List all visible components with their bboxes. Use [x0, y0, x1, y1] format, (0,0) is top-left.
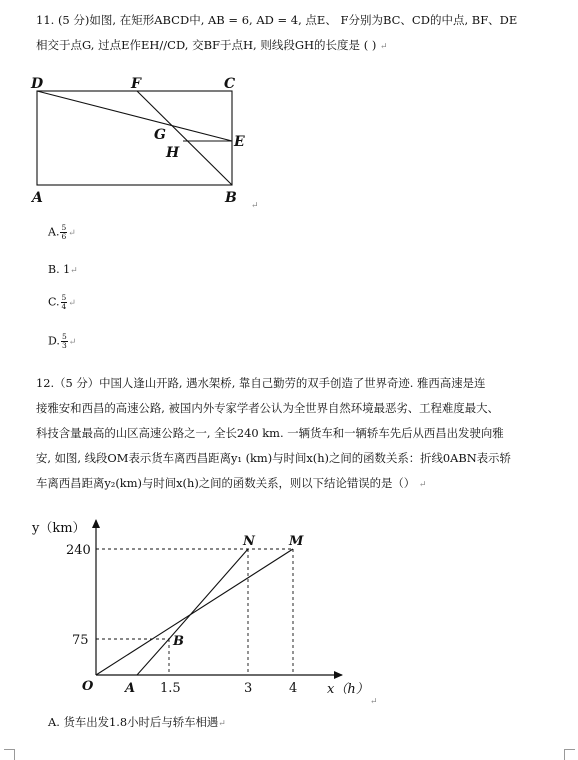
- q11-option-b: B. 1↵: [48, 263, 78, 276]
- label-h: H: [166, 145, 180, 161]
- fraction: $\frac{5}{4}$: [61, 293, 67, 311]
- q11-option-d: D. $\frac{5}{3}$ ↵: [48, 332, 77, 350]
- q11-rectangle-figure: [0, 0, 578, 230]
- polyline-oabn-car: [96, 549, 248, 675]
- rectangle-abcd: [37, 91, 232, 185]
- return-mark: ↵: [370, 697, 378, 707]
- line-om-truck: [96, 549, 293, 675]
- q12-text: [36, 371, 550, 498]
- label-a: A: [32, 190, 43, 206]
- q12-line-5: 车离西昌距离y₂(km)与时间x(h)之间的函数关系，则以下结论错误的是（） ↵: [36, 476, 427, 490]
- x-tick-a: A: [125, 681, 136, 696]
- q12-line-1: 12.（5 分）中国人逢山开路, 遇水架桥, 靠自己勤劳的双手创造了世界奇迹. 雅西高速是连: [36, 376, 486, 390]
- label-f: F: [131, 76, 141, 92]
- x-tick-4: 4: [289, 681, 298, 696]
- y-axis-label: y（km）: [32, 521, 86, 536]
- y-tick-75: 75: [72, 633, 89, 648]
- q11-option-a: A. $\frac{5}{6}$ ↵: [48, 223, 76, 241]
- x-tick-3: 3: [244, 681, 253, 696]
- q12-option-a: A. 货车出发1.8小时后与轿车相遇↵: [48, 715, 226, 729]
- point-label-n: N: [243, 534, 255, 549]
- q12-line-4: 安, 如图, 线段OM表示货车离西昌距离y₁ (km)与时间x(h)之间的函数关系：折线0ABN表示轿: [36, 451, 511, 465]
- label-b: B: [225, 190, 237, 206]
- label-c: C: [224, 76, 236, 92]
- point-label-m: M: [289, 534, 304, 549]
- page-corner-mark: [4, 749, 15, 760]
- x-axis-label: x（h）: [327, 682, 369, 697]
- y-tick-240: 240: [66, 543, 91, 558]
- origin-label: O: [82, 679, 94, 694]
- fraction: $\frac{5}{6}$: [61, 223, 67, 241]
- x-tick-15: 1.5: [160, 681, 181, 696]
- return-mark: ↵: [251, 201, 259, 211]
- q12-line-3: 科技含量最高的山区高速公路之一, 全长240 km. 一辆货车和一辆轿车先后从西昌出发驶向雅: [36, 426, 504, 440]
- q11-line-1: 11. (5 分)如图, 在矩形ABCD中, AB = 6, AD = 4, 点E、 F分别为BC、CD的中点, BF、DE: [36, 13, 518, 27]
- segment-de: [37, 91, 232, 141]
- q12-distance-time-graph: [0, 500, 578, 715]
- point-label-b: B: [173, 634, 184, 649]
- fraction: $\frac{5}{3}$: [61, 332, 67, 350]
- q11-option-c: C. $\frac{5}{4}$ ↵: [48, 293, 76, 311]
- page-corner-mark: [564, 749, 575, 760]
- q11-line-2: 相交于点G, 过点E作EH//CD, 交BF于点H, 则线段GH的长度是 ( ) ↵: [36, 37, 388, 52]
- label-e: E: [234, 134, 245, 150]
- q12-line-2: 接雅安和西昌的高速公路, 被国内外专家学者公认为全世界自然环境最恶劣、工程难度最大、: [36, 401, 499, 415]
- label-g: G: [154, 127, 166, 143]
- label-d: D: [31, 76, 44, 92]
- segment-bf: [137, 91, 232, 185]
